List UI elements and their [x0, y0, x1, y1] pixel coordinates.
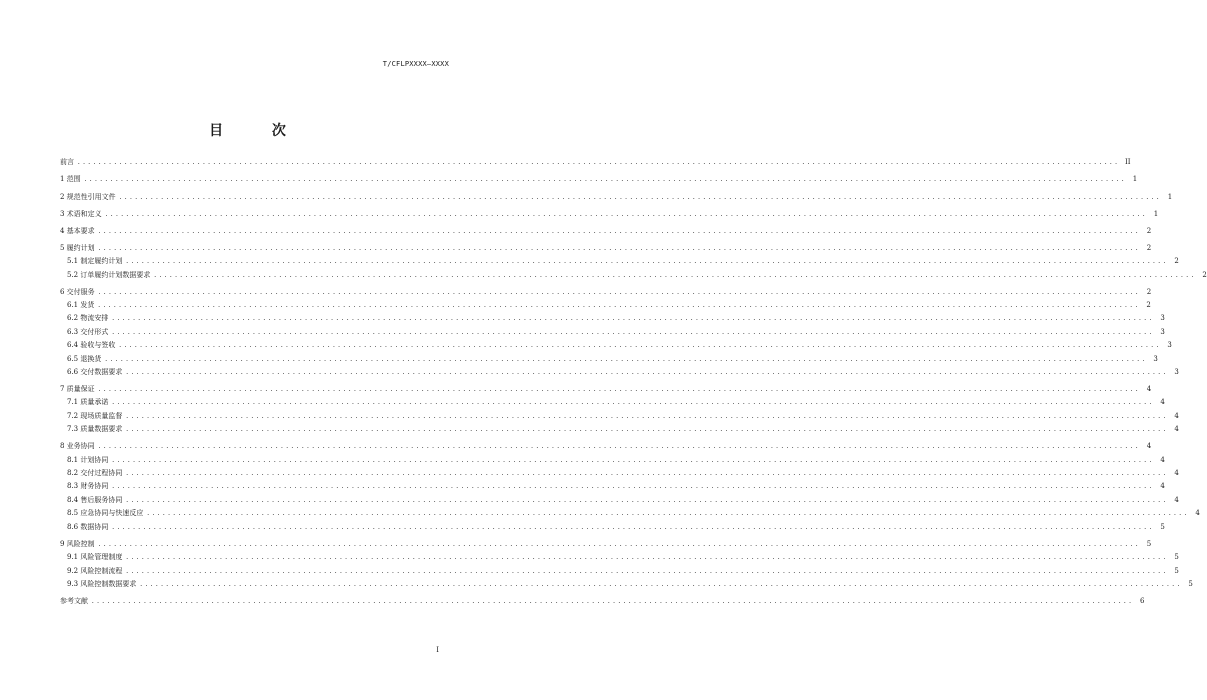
toc-entry-label: 7 质量保证: [60, 385, 95, 394]
toc-dot-leader: ........................................................................................................................................................................................................: [83, 176, 1127, 184]
toc-entry[interactable]: [60, 451, 1165, 464]
toc-entry-label: 9.1 风险管理制度: [67, 553, 123, 562]
toc-entry[interactable]: [60, 381, 1152, 394]
toc-entry-label: 6.4 验收与签收: [67, 341, 116, 350]
toc-entry-label: 6.2 物流安排: [67, 314, 109, 323]
toc-dot-leader: ........................................................................................................................................................................................................: [111, 399, 1154, 407]
toc-dot-leader: ........................................................................................................................................................................................................: [125, 258, 1168, 266]
toc-entry-page: 4: [1160, 455, 1165, 464]
toc-entry-label: 7.2 现场质量监督: [67, 411, 123, 420]
table-of-contents: [60, 154, 1207, 606]
toc-entry-page: 2: [1174, 257, 1179, 266]
toc-entry-page: 2: [1202, 270, 1207, 279]
toc-dot-leader: ........................................................................................................................................................................................................: [146, 510, 1189, 518]
toc-dot-leader: ........................................................................................................................................................................................................: [77, 159, 1120, 167]
toc-entry[interactable]: [60, 421, 1179, 434]
toc-entry-label: 6.3 交付形式: [67, 327, 109, 336]
toc-entry-page: 5: [1146, 539, 1152, 548]
toc-entry[interactable]: [60, 518, 1165, 531]
toc-dot-leader: ........................................................................................................................................................................................................: [153, 271, 1196, 279]
toc-entry-label: 参考文献: [60, 596, 88, 605]
toc-entry[interactable]: [60, 171, 1138, 184]
toc-entry-page: 6: [1140, 596, 1145, 605]
toc-entry[interactable]: [60, 505, 1200, 518]
toc-entry-label: 1 范围: [60, 175, 81, 184]
toc-entry-label: 7.3 质量数据要求: [67, 425, 123, 434]
toc-dot-leader: ........................................................................................................................................................................................................: [111, 483, 1154, 491]
toc-entry-label: 8.6 数据协同: [67, 522, 109, 531]
toc-entry-label: 6 交付服务: [60, 287, 95, 296]
toc-entry-label: 4 基本要求: [60, 226, 95, 235]
toc-dot-leader: ........................................................................................................................................................................................................: [118, 342, 1161, 350]
toc-entry-label: 2 规范性引用文件: [60, 192, 116, 201]
toc-entry-label: 8.3 财务协同: [67, 482, 109, 491]
toc-entry[interactable]: [60, 205, 1159, 218]
document-code: T/CFLPXXXX—XXXX: [382, 60, 449, 68]
toc-entry-page: 1: [1153, 209, 1159, 218]
toc-entry-label: 5.2 订单履约计划数据要求: [67, 270, 151, 279]
toc-entry-label: 9 风险控制: [60, 539, 95, 548]
toc-entry[interactable]: [60, 407, 1179, 420]
toc-dot-leader: ........................................................................................................................................................................................................: [97, 288, 1141, 296]
toc-entry-page: 3: [1153, 354, 1158, 363]
toc-entry-page: 4: [1174, 411, 1179, 420]
toc-entry[interactable]: [60, 535, 1152, 548]
toc-entry[interactable]: [60, 154, 1131, 167]
toc-entry-label: 5 履约计划: [60, 243, 95, 252]
toc-dot-leader: ........................................................................................................................................................................................................: [111, 456, 1154, 464]
toc-entry-label: 8.5 应急协同与快速反应: [67, 509, 144, 518]
toc-dot-leader: ........................................................................................................................................................................................................: [125, 412, 1168, 420]
toc-dot-leader: ........................................................................................................................................................................................................: [97, 443, 1141, 451]
toc-entry-page: 3: [1160, 314, 1165, 323]
toc-entry-page: 3: [1167, 341, 1172, 350]
toc-entry[interactable]: [60, 337, 1172, 350]
toc-entry-label: 9.3 风险控制数据要求: [67, 579, 137, 588]
toc-entry-label: 5.1 制定履约计划: [67, 257, 123, 266]
toc-entry-label: 8 业务协同: [60, 442, 95, 451]
toc-entry[interactable]: [60, 576, 1193, 589]
toc-entry[interactable]: [60, 364, 1179, 377]
toc-entry[interactable]: [60, 394, 1165, 407]
toc-entry-page: 4: [1160, 482, 1165, 491]
toc-entry[interactable]: [60, 593, 1145, 606]
toc-dot-leader: ........................................................................................................................................................................................................: [118, 193, 1162, 201]
toc-entry[interactable]: [60, 188, 1173, 201]
toc-dot-leader: ........................................................................................................................................................................................................: [104, 210, 1148, 218]
toc-entry-page: 1: [1132, 175, 1138, 184]
toc-dot-leader: ........................................................................................................................................................................................................: [125, 567, 1168, 575]
toc-entry-page: 2: [1146, 243, 1152, 252]
toc-entry-label: 9.2 风险控制流程: [67, 566, 123, 575]
toc-entry[interactable]: [60, 478, 1165, 491]
toc-entry-label: 8.1 计划协同: [67, 455, 109, 464]
toc-dot-leader: ........................................................................................................................................................................................................: [97, 540, 1141, 548]
toc-entry[interactable]: [60, 310, 1165, 323]
toc-dot-leader: ........................................................................................................................................................................................................: [125, 426, 1168, 434]
toc-entry-page: 2: [1146, 301, 1151, 310]
toc-dot-leader: ........................................................................................................................................................................................................: [125, 470, 1168, 478]
toc-title: 目 次: [209, 123, 308, 139]
toc-dot-leader: ........................................................................................................................................................................................................: [111, 523, 1154, 531]
toc-dot-leader: ........................................................................................................................................................................................................: [111, 315, 1154, 323]
toc-entry-page: II: [1124, 158, 1131, 167]
toc-entry[interactable]: [60, 562, 1179, 575]
toc-entry-page: 5: [1160, 522, 1165, 531]
toc-entry[interactable]: [60, 438, 1152, 451]
toc-dot-leader: ........................................................................................................................................................................................................: [97, 227, 1141, 235]
toc-entry-page: 5: [1188, 579, 1193, 588]
toc-dot-leader: ........................................................................................................................................................................................................: [125, 368, 1168, 376]
toc-dot-leader: ........................................................................................................................................................................................................: [125, 496, 1168, 504]
toc-dot-leader: ........................................................................................................................................................................................................: [97, 244, 1141, 252]
toc-entry-page: 4: [1174, 425, 1179, 434]
toc-dot-leader: ........................................................................................................................................................................................................: [125, 554, 1168, 562]
toc-entry-label: 6.1 发货: [67, 301, 95, 310]
toc-dot-leader: ........................................................................................................................................................................................................: [104, 355, 1147, 363]
toc-entry-page: 2: [1146, 226, 1152, 235]
toc-entry-page: 4: [1174, 495, 1179, 504]
page-number: I: [436, 646, 439, 654]
toc-entry-label: 3 术语和定义: [60, 209, 102, 218]
toc-entry-page: 4: [1195, 509, 1200, 518]
toc-entry-label: 8.4 售后服务协同: [67, 495, 123, 504]
toc-entry-page: 4: [1174, 469, 1179, 478]
toc-entry-page: 2: [1146, 287, 1152, 296]
toc-dot-leader: ........................................................................................................................................................................................................: [97, 386, 1141, 394]
toc-entry-page: 5: [1174, 553, 1179, 562]
toc-entry-label: 8.2 交付过程协同: [67, 469, 123, 478]
toc-entry-page: 4: [1146, 442, 1152, 451]
toc-entry[interactable]: [60, 350, 1158, 363]
toc-entry[interactable]: [60, 549, 1179, 562]
toc-entry-label: 6.5 退换货: [67, 354, 102, 363]
toc-entry-page: 1: [1167, 192, 1173, 201]
toc-dot-leader: ........................................................................................................................................................................................................: [111, 328, 1154, 336]
toc-entry[interactable]: [60, 297, 1151, 310]
toc-entry[interactable]: [60, 283, 1152, 296]
toc-entry[interactable]: [60, 266, 1207, 279]
toc-entry-page: 3: [1174, 367, 1179, 376]
toc-entry[interactable]: [60, 323, 1165, 336]
toc-entry[interactable]: [60, 465, 1179, 478]
toc-entry-label: 7.1 质量承诺: [67, 398, 109, 407]
toc-entry[interactable]: [60, 239, 1152, 252]
toc-entry-page: 4: [1160, 398, 1165, 407]
toc-entry-page: 3: [1160, 327, 1165, 336]
toc-entry-label: 前言: [60, 158, 74, 167]
toc-entry[interactable]: [60, 491, 1179, 504]
toc-entry[interactable]: [60, 222, 1152, 235]
toc-entry-page: 4: [1146, 385, 1152, 394]
toc-dot-leader: ........................................................................................................................................................................................................: [139, 580, 1182, 588]
toc-dot-leader: ........................................................................................................................................................................................................: [97, 302, 1140, 310]
toc-entry[interactable]: [60, 253, 1179, 266]
toc-entry-page: 5: [1174, 566, 1179, 575]
toc-entry-label: 6.6 交付数据要求: [67, 367, 123, 376]
toc-dot-leader: ........................................................................................................................................................................................................: [91, 597, 1134, 605]
